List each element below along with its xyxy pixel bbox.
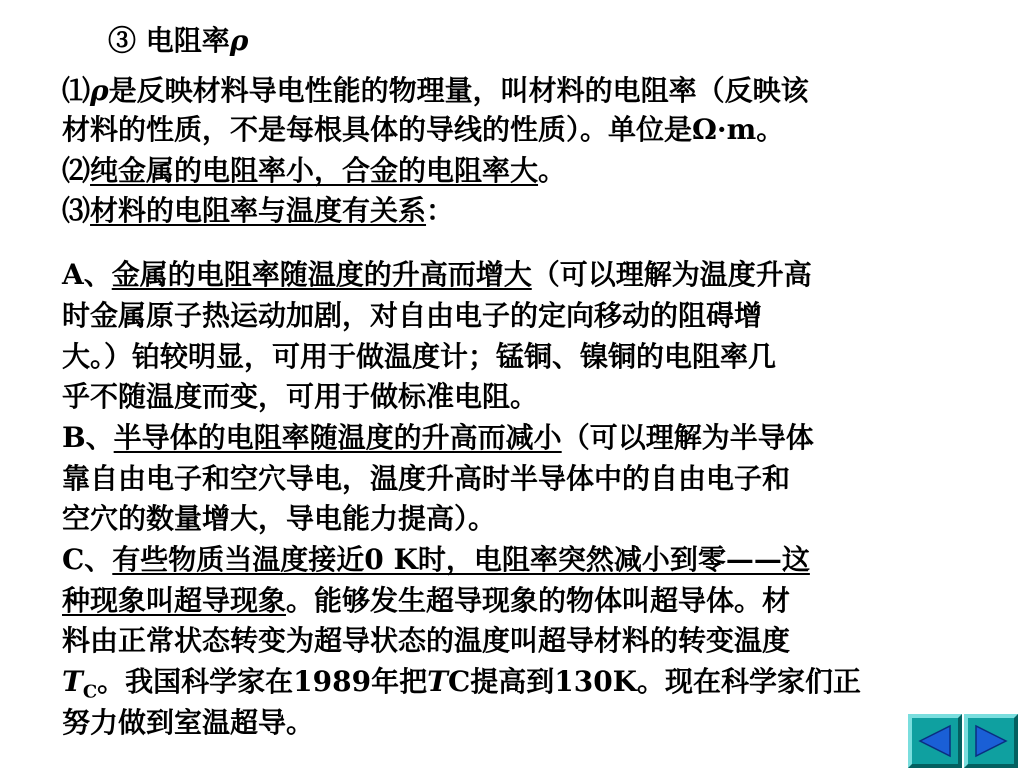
point-3-marker: ⑶ <box>62 194 91 227</box>
point-1-line-2: 材料的性质，不是每根具体的导线的性质）。单位是Ω·m。 <box>62 113 785 146</box>
section-c-text: 。能够发生超导现象的物体叫超导体。材 <box>286 584 791 617</box>
section-a-text: （可以理解为温度升高 <box>531 258 812 291</box>
point-1-text: 是反映材料导电性能的物理量，叫材料的电阻率（反映该 <box>108 74 809 107</box>
point-3-punct: ： <box>426 194 455 227</box>
section-c-line-3: 料由正常状态转变为超导状态的温度叫超导材料的转变温度 <box>62 624 791 657</box>
section-c-text-a: 。我国科学家在1989年把 <box>97 665 428 698</box>
point-3 <box>62 192 454 230</box>
triangle-right-icon <box>968 718 1014 764</box>
section-c-line-2 <box>62 582 790 620</box>
section-c-underlined-2: 种现象叫超导现象 <box>62 584 287 617</box>
point-1-marker: ⑴ <box>62 74 91 107</box>
tc-symbol-2: T <box>427 665 448 698</box>
point-2 <box>62 152 566 190</box>
slide-title <box>108 22 248 60</box>
next-slide-button[interactable] <box>964 714 1018 768</box>
section-a-label: A、 <box>62 258 112 291</box>
section-b-underlined: 半导体的电阻率随温度的升高而减小 <box>113 421 562 454</box>
title-prefix: ③ 电阻率 <box>108 24 230 57</box>
rho-symbol: ρ <box>90 74 109 107</box>
section-c-line-1 <box>62 541 810 579</box>
section-b-line-3: 空穴的数量增大，导电能力提高）。 <box>62 502 497 535</box>
section-c-line-5: 努力做到室温超导。 <box>62 706 315 739</box>
section-a-line-1 <box>62 256 812 294</box>
section-b-line-2: 靠自由电子和空穴导电，温度升高时半导体中的自由电子和 <box>62 462 791 495</box>
section-b-text: （可以理解为半导体 <box>561 421 814 454</box>
section-a-underlined: 金属的电阻率随温度的升高而增大 <box>111 258 532 291</box>
previous-slide-button[interactable] <box>908 714 962 768</box>
section-a-line-4: 乎不随温度而变，可用于做标准电阻。 <box>62 380 539 413</box>
section-c-line-4 <box>62 663 861 701</box>
tc-subscript: C <box>82 681 98 703</box>
section-a-line-2: 时金属原子热运动加剧，对自由电子的定向移动的阻碍增 <box>62 299 763 332</box>
point-1-line-1 <box>62 72 809 110</box>
point-2-underlined: 纯金属的电阻率小，合金的电阻率大 <box>90 154 539 187</box>
section-b-line-1 <box>62 419 814 457</box>
tc-symbol: T <box>62 665 83 698</box>
section-a-line-3: 大。）铂较明显，可用于做温度计；锰铜、镍铜的电阻率几 <box>62 340 777 373</box>
point-3-underlined: 材料的电阻率与温度有关系 <box>90 194 427 227</box>
section-c-label: C、 <box>62 543 113 576</box>
section-b-label: B、 <box>62 421 114 454</box>
rho-symbol: ρ <box>229 24 249 57</box>
point-2-punct: 。 <box>538 154 567 187</box>
point-2-marker: ⑵ <box>62 154 91 187</box>
section-c-text-b: C提高到130K。现在科学家们正 <box>447 665 862 698</box>
triangle-left-icon <box>912 718 958 764</box>
section-c-underlined-1: 有些物质当温度接近0 K时，电阻率突然减小到零——这 <box>112 543 810 576</box>
